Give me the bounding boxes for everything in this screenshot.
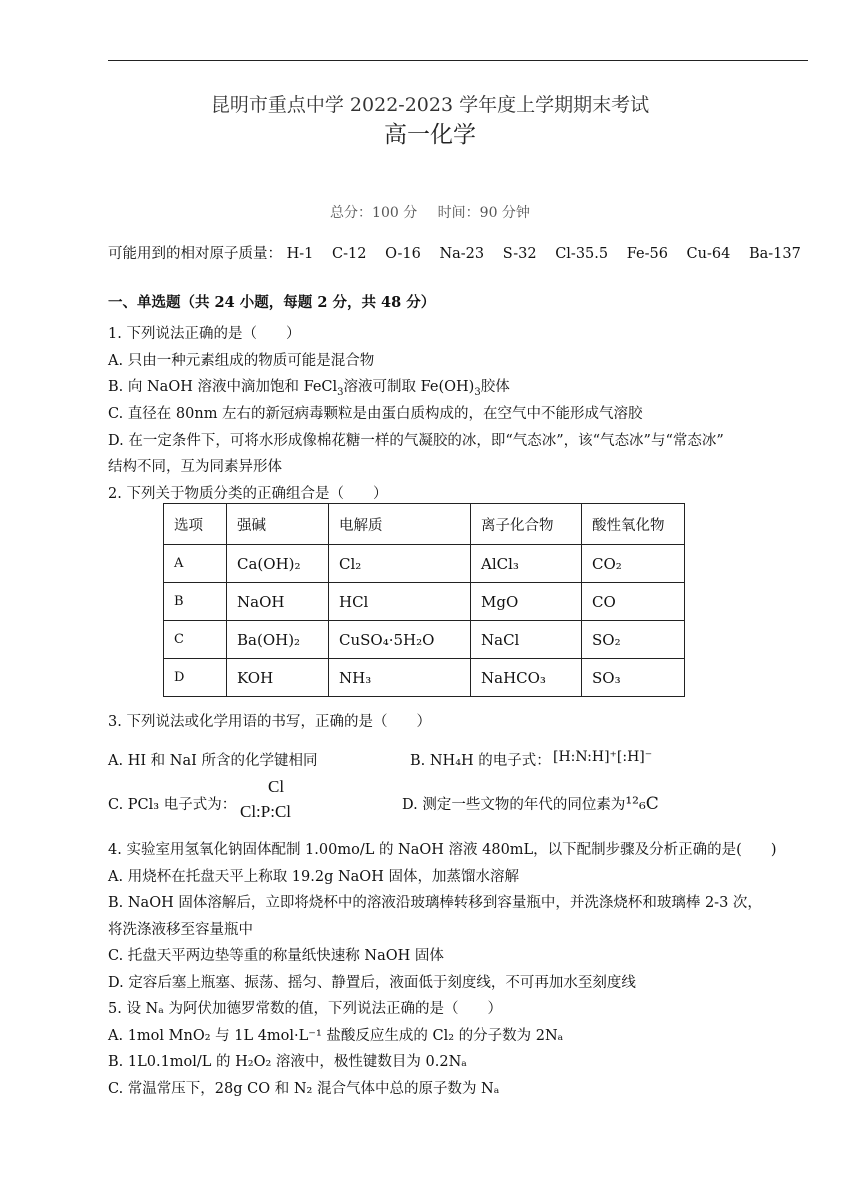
atomic-mass: H-1 bbox=[286, 246, 314, 262]
table-cell: HCl bbox=[329, 583, 471, 621]
atomic-mass: Na-23 bbox=[439, 246, 485, 262]
question-stem: 1. 下列说法正确的是（ ） bbox=[108, 326, 301, 342]
table-cell: KOH bbox=[227, 659, 329, 697]
atomic-mass: C-12 bbox=[332, 246, 367, 262]
table-cell: Ca(OH)₂ bbox=[227, 545, 329, 583]
table-cell: CuSO₄·5H₂O bbox=[329, 621, 471, 659]
option-d: D. 测定一些文物的年代的同位素为¹²₆C bbox=[402, 794, 659, 814]
table-cell: SO₃ bbox=[582, 659, 685, 697]
exam-time: 时间：90 分钟 bbox=[437, 205, 530, 221]
table-cell: Cl₂ bbox=[329, 545, 471, 583]
atomic-mass: Fe-56 bbox=[626, 246, 668, 262]
atomic-masses bbox=[108, 242, 815, 263]
atomic-masses-label: 可能用到的相对原子质量： bbox=[108, 246, 282, 262]
classification-table bbox=[163, 503, 685, 697]
table-cell: NaOH bbox=[227, 583, 329, 621]
table-row bbox=[164, 545, 685, 583]
table-cell: NaHCO₃ bbox=[471, 659, 582, 697]
table-cell: D bbox=[164, 659, 227, 697]
table-header: 酸性氧化物 bbox=[582, 504, 685, 545]
option-d-cont: 结构不同，互为同素异形体 bbox=[108, 459, 282, 475]
option-b: B. 1L0.1mol/L 的 H₂O₂ 溶液中，极性键数目为 0.2Nₐ bbox=[108, 1054, 467, 1070]
option-b-cont: 将洗涤液移至容量瓶中 bbox=[108, 922, 253, 938]
option-c: C. 托盘天平两边垫等重的称量纸快速称 NaOH 固体 bbox=[108, 948, 444, 964]
option-b: B. NaOH 固体溶解后，立即将烧杯中的溶液沿玻璃棒转移到容量瓶中，并洗涤烧杯和玻璃棒 2-3 次， bbox=[108, 895, 762, 911]
table-cell: NH₃ bbox=[329, 659, 471, 697]
option-a: A. 只由一种元素组成的物质可能是混合物 bbox=[108, 353, 375, 369]
table-cell: A bbox=[164, 545, 227, 583]
option-d: D. 在一定条件下，可将水形成像棉花糖一样的气凝胶的冰，即“气态冰”，该“气态冰”与“常态冰” bbox=[108, 433, 724, 449]
atomic-mass: O-16 bbox=[385, 246, 421, 262]
subject-title: 高一化学 bbox=[384, 122, 476, 148]
option-c: C. 直径在 80nm 左右的新冠病毒颗粒是由蛋白质构成的，在空气中不能形成气溶胶 bbox=[108, 406, 643, 422]
option-c: C. 常温常压下，28g CO 和 N₂ 混合气体中总的原子数为 Nₐ bbox=[108, 1081, 500, 1097]
table-row bbox=[164, 583, 685, 621]
question-stem: 5. 设 Nₐ 为阿伏加德罗常数的值，下列说法正确的是（ ） bbox=[108, 1001, 502, 1017]
option-c-label: C. PCl₃ 电子式为： bbox=[108, 797, 237, 813]
atomic-mass: Cu-64 bbox=[686, 246, 731, 262]
table-header: 强碱 bbox=[227, 504, 329, 545]
atomic-mass: Ba-137 bbox=[748, 246, 801, 262]
table-cell: Ba(OH)₂ bbox=[227, 621, 329, 659]
pcl3-top-cl: Cl bbox=[268, 777, 285, 796]
question-stem: 4. 实验室用氢氧化钠固体配制 1.00mo/L 的 NaOH 溶液 480mL，以下配制步骤及分析正确的是( ) bbox=[108, 842, 777, 858]
option-a: A. 用烧杯在托盘天平上称取 19.2g NaOH 固体，加蒸馏水溶解 bbox=[108, 869, 519, 885]
table-cell: SO₂ bbox=[582, 621, 685, 659]
option-a: A. HI 和 NaI 所含的化学键相同 bbox=[108, 753, 318, 769]
table-row bbox=[164, 621, 685, 659]
table-row bbox=[164, 659, 685, 697]
carbon-isotope: ¹²₆C bbox=[625, 794, 659, 814]
header-rule bbox=[108, 60, 808, 61]
table-header: 电解质 bbox=[329, 504, 471, 545]
section-title: 一、单选题（共 24 小题，每题 2 分，共 48 分） bbox=[108, 294, 436, 311]
atomic-mass: Cl-35.5 bbox=[555, 246, 609, 262]
table-cell: MgO bbox=[471, 583, 582, 621]
question-stem: 2. 下列关于物质分类的正确组合是（ ） bbox=[108, 486, 388, 502]
option-a: A. 1mol MnO₂ 与 1L 4mol·L⁻¹ 盐酸反应生成的 Cl₂ 的分子数为 2Nₐ bbox=[108, 1028, 564, 1044]
table-cell: CO bbox=[582, 583, 685, 621]
table-cell: AlCl₃ bbox=[471, 545, 582, 583]
table-header: 离子化合物 bbox=[471, 504, 582, 545]
option-b-label: B. NH₄H 的电子式： bbox=[410, 753, 551, 769]
total-score: 总分：100 分 bbox=[330, 205, 418, 221]
table-header-row bbox=[164, 504, 685, 545]
table-header: 选项 bbox=[164, 504, 227, 545]
option-b: B. 向 NaOH 溶液中滴加饱和 FeCl$_3$溶液可制取 $Fe(OH)_3$胶体 bbox=[108, 379, 510, 398]
table-cell: B bbox=[164, 583, 227, 621]
nh4h-electron-formula: [H:N:H]⁺[:H]⁻ bbox=[553, 749, 653, 765]
table-cell: CO₂ bbox=[582, 545, 685, 583]
exam-meta bbox=[0, 202, 860, 222]
table-cell: C bbox=[164, 621, 227, 659]
table-cell: NaCl bbox=[471, 621, 582, 659]
option-d: D. 定容后塞上瓶塞、振荡、摇匀、静置后，液面低于刻度线，不可再加水至刻度线 bbox=[108, 975, 636, 991]
atomic-mass: S-32 bbox=[502, 246, 537, 262]
pcl3-electron-formula: Cl:P:Cl bbox=[240, 802, 292, 821]
exam-title: 昆明市重点中学 2022-2023 学年度上学期期末考试 bbox=[210, 94, 650, 116]
question-stem: 3. 下列说法或化学用语的书写，正确的是（ ） bbox=[108, 714, 431, 730]
